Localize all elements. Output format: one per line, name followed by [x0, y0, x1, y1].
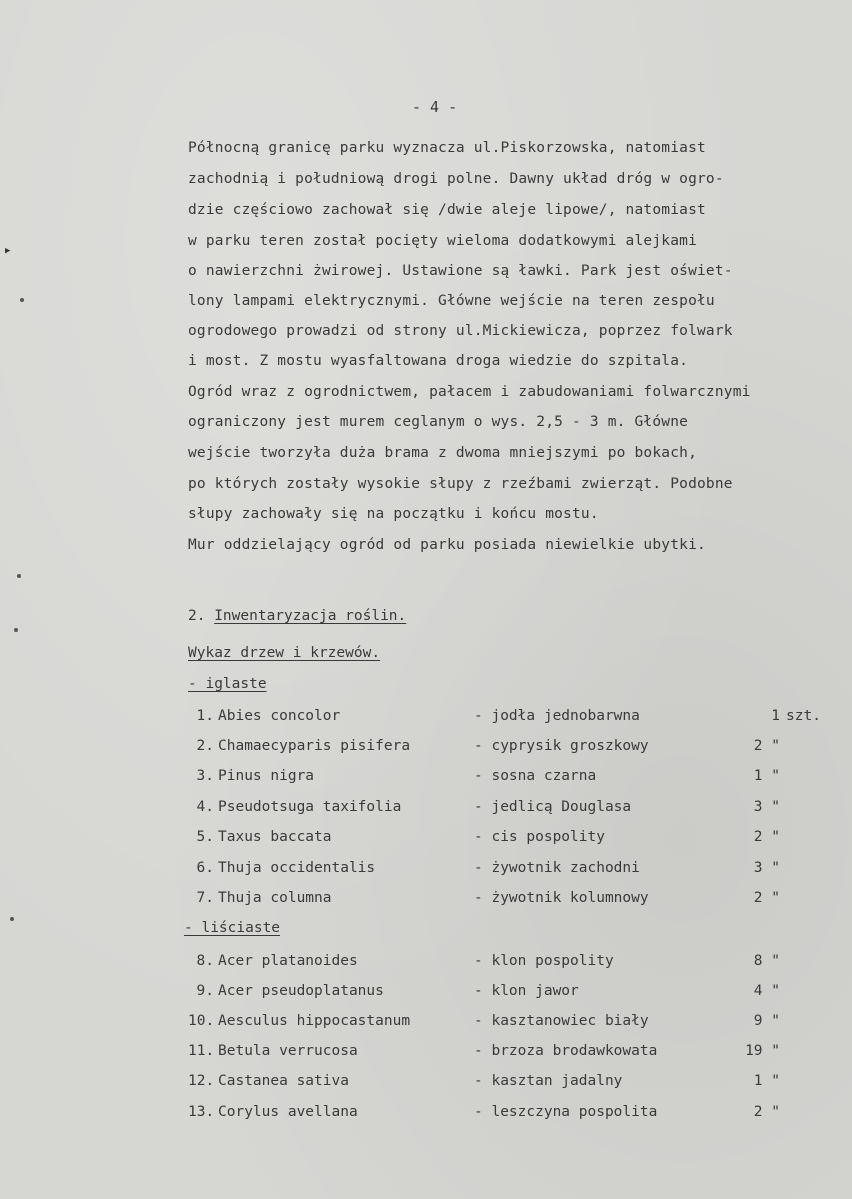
section-number: 2.	[188, 608, 206, 624]
list-item: 1. Abies concolor - jodła jednobarwna 1 szt.	[196, 708, 821, 724]
list-item: 9. Acer pseudoplatanus - klon jawor 4 "	[196, 983, 780, 999]
text-line: Mur oddzielający ogród od parku posiada niewielkie ubytki.	[188, 537, 706, 553]
text-line: lony lampami elektrycznymi. Główne wejście na teren zespołu	[188, 293, 715, 309]
list-item: 7. Thuja columna - żywotnik kolumnowy 2 "	[196, 890, 780, 906]
text-line: ogrodowego prowadzi od strony ul.Mickiewicza, poprzez folwark	[188, 323, 733, 339]
list-item: 12. Castanea sativa - kasztan jadalny 1 "	[188, 1073, 780, 1089]
list-item: 10. Aesculus hippocastanum - kasztanowiec biały 9 "	[188, 1013, 780, 1029]
text-line: w parku teren został pocięty wieloma dodatkowymi alejkami	[188, 233, 697, 249]
list-item: 5. Taxus baccata - cis pospolity 2 "	[196, 829, 780, 845]
text-line: i most. Z mostu wyasfaltowana droga wiedzie do szpitala.	[188, 353, 689, 369]
list-item: 2. Chamaecyparis pisifera - cyprysik groszkowy 2 "	[196, 738, 780, 754]
group-label-iglaste: - iglaste	[188, 676, 267, 692]
page-number: - 4 -	[412, 98, 458, 116]
section-title: Inwentaryzacja roślin.	[214, 608, 407, 624]
list-item: 13. Corylus avellana - leszczyna pospolita 2 "	[188, 1104, 780, 1120]
margin-dot	[20, 298, 24, 302]
group-label-lisciaste: - liściaste	[184, 920, 281, 936]
subsection-title: Wykaz drzew i krzewów.	[188, 645, 381, 661]
list-item: 6. Thuja occidentalis - żywotnik zachodni 3 "	[196, 860, 780, 876]
margin-dot	[14, 628, 18, 632]
text-line: po których zostały wysokie słupy z rzeźbami zwierząt. Podobne	[188, 476, 733, 492]
subsection-heading	[188, 645, 380, 661]
list-item: 8. Acer platanoides - klon pospolity 8 "	[196, 953, 780, 969]
list-item: 11. Betula verrucosa - brzoza brodawkowata 19 "	[188, 1043, 780, 1059]
list-item: 4. Pseudotsuga taxifolia - jedlicą Douglasa 3 "	[196, 799, 780, 815]
margin-dot	[10, 917, 14, 921]
section-heading	[188, 608, 406, 624]
list-item: 3. Pinus nigra - sosna czarna 1 "	[196, 768, 780, 784]
text-line: Północną granicę parku wyznacza ul.Piskorzowska, natomiast	[188, 140, 706, 156]
text-line: ograniczony jest murem ceglanym o wys. 2,5 - 3 m. Główne	[188, 414, 689, 430]
text-line: Ogród wraz z ogrodnictwem, pałacem i zabudowaniami folwarcznymi	[188, 384, 751, 400]
margin-arrow-mark: ▶	[5, 246, 11, 256]
margin-dot	[17, 574, 21, 578]
text-line: o nawierzchni żwirowej. Ustawione są ławki. Park jest oświet-	[188, 263, 733, 279]
text-line: wejście tworzyła duża brama z dwoma mniejszymi po bokach,	[188, 445, 697, 461]
text-line: słupy zachowały się na początku i końcu mostu.	[188, 506, 599, 522]
text-line: zachodnią i południową drogi polne. Dawny układ dróg w ogro-	[188, 171, 724, 187]
text-line: dzie częściowo zachował się /dwie aleje lipowe/, natomiast	[188, 202, 706, 218]
